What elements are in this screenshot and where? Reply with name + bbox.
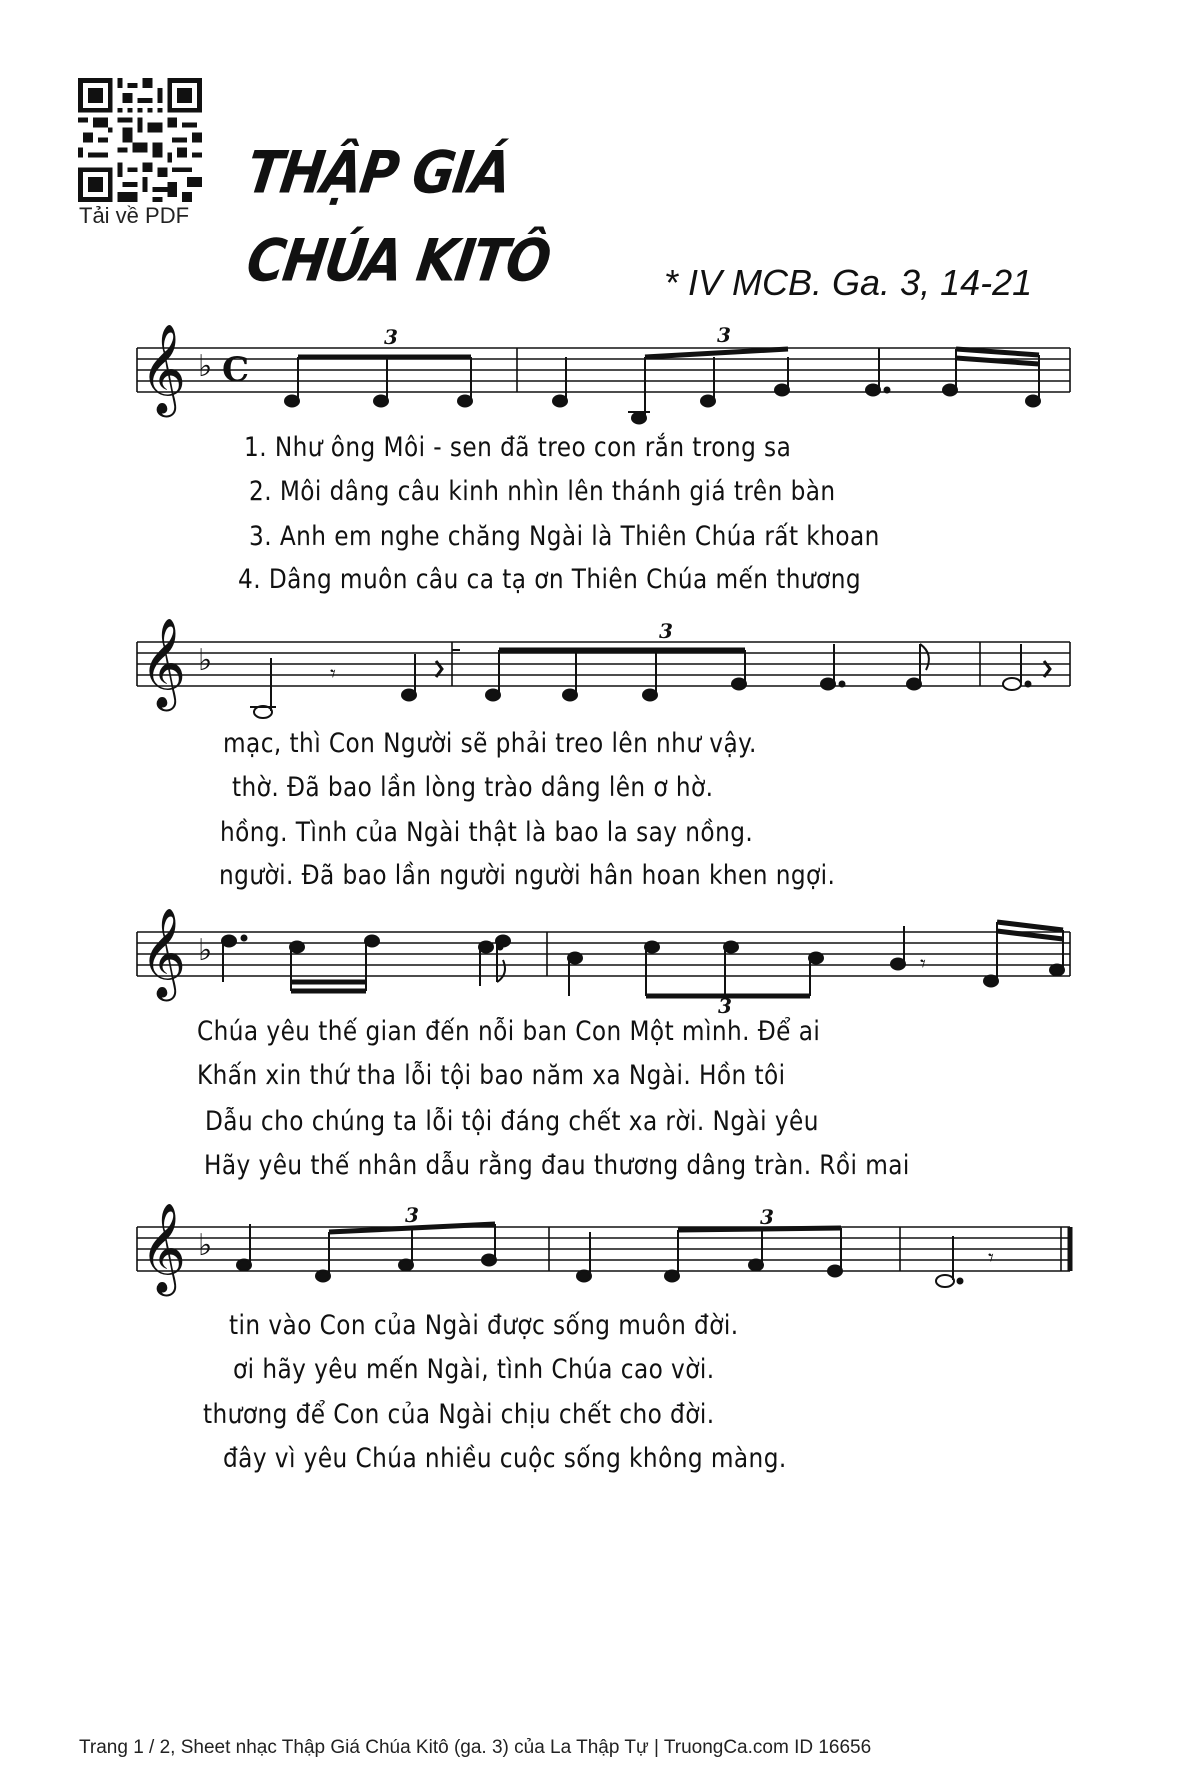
tuplet-mark: 3 bbox=[718, 994, 732, 1018]
lyric-line: đây vì yêu Chúa nhiều cuộc sống không màng. bbox=[223, 1443, 787, 1474]
tuplet-mark: 3 bbox=[760, 1205, 774, 1229]
scripture-reference: * IV MCB. Ga. 3, 14-21 bbox=[664, 262, 1033, 303]
music-staff-2 bbox=[0, 600, 1200, 740]
download-pdf-link[interactable]: Tải về PDF bbox=[79, 203, 190, 228]
rest-icon: 𝄾 bbox=[330, 662, 336, 687]
common-time-icon: C bbox=[222, 350, 250, 390]
tuplet-mark: 3 bbox=[717, 323, 731, 347]
song-title-line-2: CHÚA KITÔ bbox=[242, 228, 554, 296]
page-footer: Trang 1 / 2, Sheet nhạc Thập Giá Chúa Kitô (ga. 3) của La Thập Tự | TruongCa.com ID 16656 bbox=[79, 1737, 872, 1758]
song-title-line-1: THẬP GIÁ bbox=[242, 140, 514, 208]
rest-icon: 𝄾 bbox=[988, 1246, 994, 1271]
lyric-line: người. Đã bao lần người người hân hoan khen ngợi. bbox=[219, 860, 836, 891]
music-staff-1 bbox=[0, 300, 1200, 440]
tuplet-mark: 3 bbox=[405, 1203, 419, 1227]
flat-icon: ♭ bbox=[198, 933, 213, 968]
lyric-line: Chúa yêu thế gian đến nỗi ban Con Một mình. Để ai bbox=[197, 1016, 821, 1047]
flat-icon: ♭ bbox=[198, 349, 213, 384]
flat-icon: ♭ bbox=[198, 1228, 213, 1263]
lyric-line: Khấn xin thứ tha lỗi tội bao năm xa Ngài. Hồn tôi bbox=[197, 1060, 786, 1091]
lyric-line: tin vào Con của Ngài được sống muôn đời. bbox=[229, 1310, 739, 1341]
lyric-line: Hãy yêu thế nhân dẫu rằng đau thương dâng tràn. Rồi mai bbox=[204, 1150, 910, 1181]
lyric-line: mạc, thì Con Người sẽ phải treo lên như vậy. bbox=[223, 728, 757, 759]
treble-clef-icon: 𝄞 bbox=[140, 324, 187, 414]
lyric-line: thương để Con của Ngài chịu chết cho đời. bbox=[203, 1399, 715, 1430]
lyric-line: hồng. Tình của Ngài thật là bao la say nồng. bbox=[220, 817, 754, 848]
qr-code-icon[interactable] bbox=[78, 78, 202, 202]
flat-icon: ♭ bbox=[198, 643, 213, 678]
lyric-line: Dẫu cho chúng ta lỗi tội đáng chết xa rời. Ngài yêu bbox=[205, 1106, 819, 1137]
treble-clef-icon: 𝄞 bbox=[140, 618, 187, 708]
lyric-line: 1. Như ông Môi - sen đã treo con rắn trong sa bbox=[244, 432, 792, 463]
tuplet-mark: 3 bbox=[659, 619, 673, 643]
lyric-line: 3. Anh em nghe chăng Ngài là Thiên Chúa rất khoan bbox=[249, 521, 880, 552]
treble-clef-icon: 𝄞 bbox=[140, 1203, 187, 1293]
tuplet-mark: 3 bbox=[384, 325, 398, 349]
lyric-line: 2. Môi dâng câu kinh nhìn lên thánh giá trên bàn bbox=[249, 476, 836, 507]
rest-icon: 𝄾 bbox=[920, 952, 926, 977]
lyric-line: 4. Dâng muôn câu ca tạ ơn Thiên Chúa mến thương bbox=[238, 564, 862, 595]
music-staff-4 bbox=[0, 1190, 1200, 1330]
lyric-line: thờ. Đã bao lần lòng trào dâng lên ơ hờ. bbox=[232, 772, 714, 803]
treble-clef-icon: 𝄞 bbox=[140, 908, 187, 998]
lyric-line: ơi hãy yêu mến Ngài, tình Chúa cao vời. bbox=[233, 1354, 715, 1385]
